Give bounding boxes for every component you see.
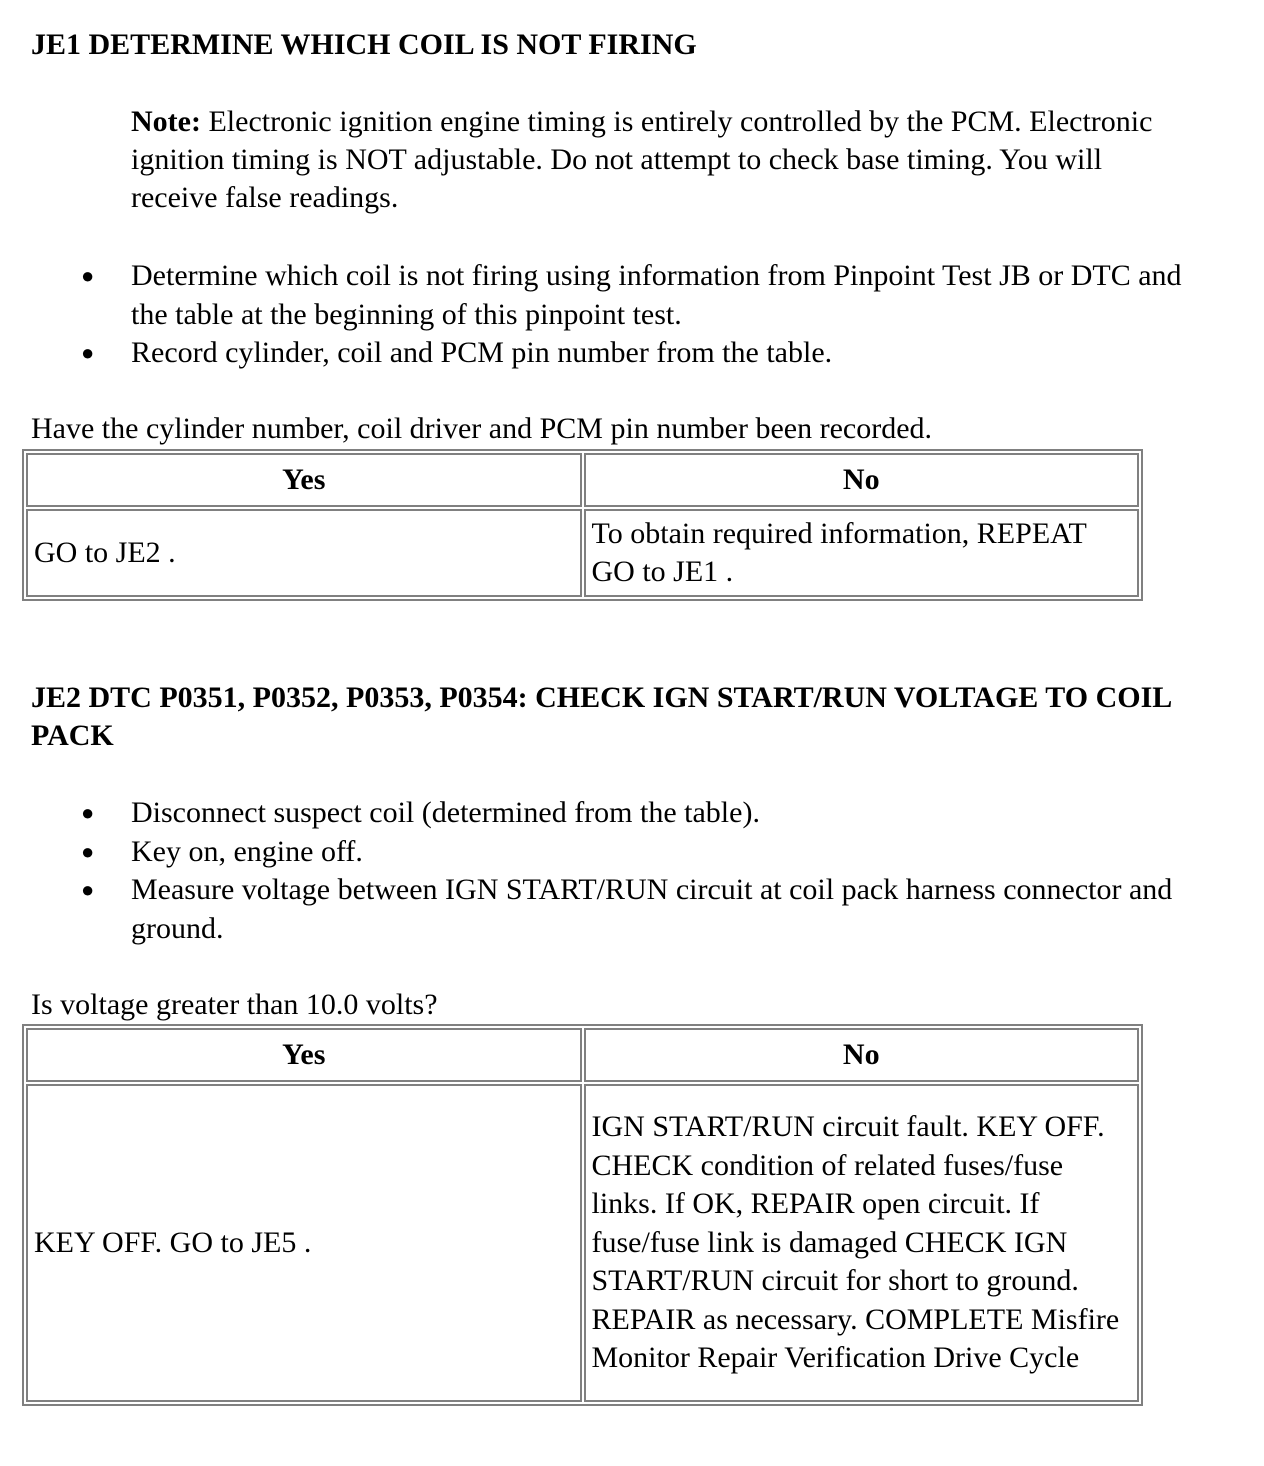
no-header: No bbox=[584, 453, 1140, 507]
bullet-icon: ● bbox=[81, 340, 95, 365]
list-item bbox=[31, 257, 1211, 334]
step-text: Disconnect suspect coil (determined from the table). bbox=[131, 796, 760, 829]
je2-yes-no-table bbox=[22, 1024, 1143, 1406]
bullet-icon: ● bbox=[81, 877, 95, 902]
bullet-icon: ● bbox=[81, 800, 95, 825]
list-item bbox=[31, 334, 1211, 373]
yes-header: Yes bbox=[26, 453, 582, 507]
step-text: Measure voltage between IGN START/RUN circuit at coil pack harness connector and ground. bbox=[131, 873, 1173, 945]
je1-steps-list bbox=[31, 257, 1211, 373]
bullet-icon: ● bbox=[81, 838, 95, 864]
je1-heading: JE1 DETERMINE WHICH COIL IS NOT FIRING bbox=[31, 28, 697, 61]
step-text: Record cylinder, coil and PCM pin number from the table. bbox=[131, 336, 833, 369]
je1-note bbox=[131, 103, 1161, 217]
list-item bbox=[31, 833, 1211, 872]
je2-question: Is voltage greater than 10.0 volts? bbox=[31, 988, 438, 1021]
step-text: Determine which coil is not firing using information from Pinpoint Test JB or DTC and the table at the beginning of this pinpoint test. bbox=[131, 259, 1182, 331]
yes-cell: GO to JE2 . bbox=[26, 509, 582, 597]
table-row bbox=[26, 509, 1139, 597]
table-header-row bbox=[26, 453, 1139, 507]
no-cell: IGN START/RUN circuit fault. KEY OFF. CHECK condition of related fuses/fuse links. If OK, REPAIR open circuit. If fuse/fuse link is damaged CHECK IGN START/RUN circuit for short to ground. REPAIR as necessary. COMPLETE Misfire Monitor Repair Verification Drive Cycle bbox=[584, 1084, 1140, 1402]
note-text: Electronic ignition engine timing is entirely controlled by the PCM. Electronic ignition timing is NOT adjustable. Do not attempt to check base timing. You will receive false readings. bbox=[131, 105, 1153, 214]
table-header-row bbox=[26, 1028, 1139, 1082]
je1-question: Have the cylinder number, coil driver and PCM pin number been recorded. bbox=[31, 412, 933, 445]
yes-cell: KEY OFF. GO to JE5 . bbox=[26, 1084, 582, 1402]
table-row bbox=[26, 1084, 1139, 1402]
yes-header: Yes bbox=[26, 1028, 582, 1082]
list-item bbox=[31, 871, 1211, 948]
je2-heading: JE2 DTC P0351, P0352, P0353, P0354: CHECK IGN START/RUN VOLTAGE TO COIL PACK bbox=[31, 681, 1171, 752]
bullet-icon: ● bbox=[81, 263, 95, 288]
step-text: Key on, engine off. bbox=[131, 834, 363, 868]
no-header: No bbox=[584, 1028, 1140, 1082]
list-item bbox=[31, 794, 1211, 833]
je1-yes-no-table bbox=[22, 449, 1143, 601]
no-cell: To obtain required information, REPEAT GO to JE1 . bbox=[584, 509, 1140, 597]
note-label: Note: bbox=[131, 105, 201, 138]
je2-steps-list bbox=[31, 794, 1211, 948]
